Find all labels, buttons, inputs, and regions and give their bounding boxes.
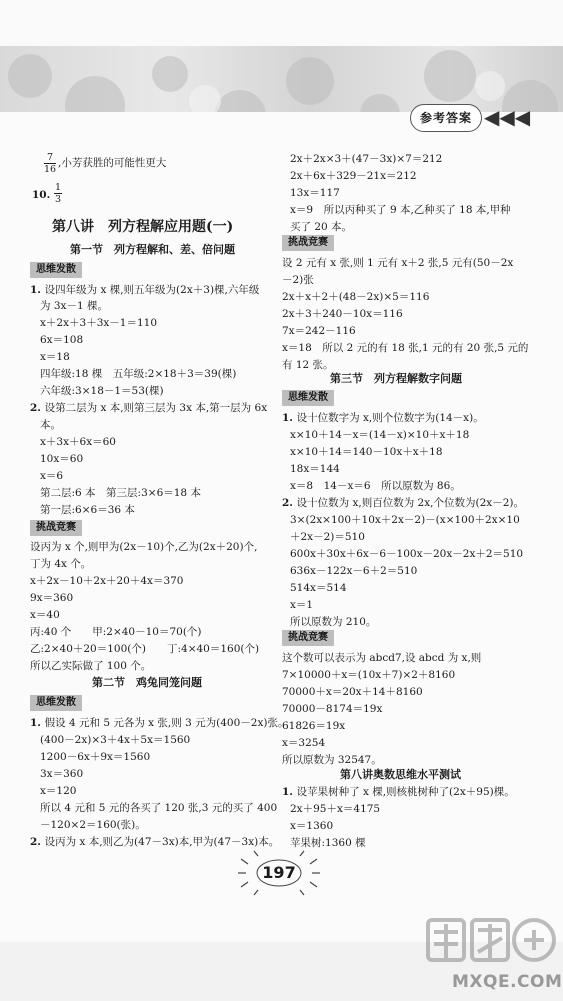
answer-text: 设第二层为 x 本,则第三层为 3x 本,第一层为 6x xyxy=(44,402,268,414)
answer-line: 1200－6x＋9x＝1560 xyxy=(40,751,151,763)
answer-line xyxy=(282,785,515,799)
answer-line: 设丙为 x 个,则甲为(2x－10)个,乙为(2x＋20)个, xyxy=(30,541,258,553)
answer-line: 6x＝108 xyxy=(40,334,84,346)
answer-line: 3×(2x×100＋10x＋2x－2)－(x×100＋2x×10 xyxy=(290,514,520,526)
answer-line: 7x＝242－116 xyxy=(282,325,356,337)
answer-line: x＝1360 xyxy=(290,820,334,832)
answer-line: 18x＝144 xyxy=(290,463,340,475)
watermark-domain: MXQE.COM xyxy=(452,972,563,992)
answer-line: ＋2x－2)＝510 xyxy=(290,531,365,543)
question-number: 1. xyxy=(30,717,45,729)
answer-line: 所以原数为 210。 xyxy=(290,616,377,628)
answer-line: x＝6 xyxy=(40,470,64,482)
answer-line: 这个数可以表示为 abcd7,设 abcd 为 x,则 xyxy=(282,652,482,664)
answer-line: －120×2＝160(张)。 xyxy=(40,819,146,831)
answer-line xyxy=(30,283,259,297)
chevron-left-icon: ◀◀◀ xyxy=(484,105,531,129)
answer-line xyxy=(282,411,484,425)
answer-line: 514x＝514 xyxy=(290,582,347,594)
fraction-denominator: 3 xyxy=(55,194,62,205)
answer-line: x＋2x－10＋2x＋20＋4x＝370 xyxy=(30,575,184,587)
answer-line: (400－2x)×3＋4x＋5x＝1560 xyxy=(40,734,191,746)
answer-line: x×10＋14＝140－10x＋x＋18 xyxy=(290,446,443,458)
answer-line: 有 12 张。 xyxy=(282,359,334,371)
answer-line: 四年级:18 棵 五年级:2×18＋3＝39(棵) xyxy=(40,368,237,380)
answer-line: x＋2x＋3＋3x－1＝110 xyxy=(40,317,158,329)
fraction xyxy=(44,152,56,175)
page-number: 197 xyxy=(262,863,296,882)
section-tag: 挑战竞赛 xyxy=(282,235,334,251)
fraction-numerator: 7 xyxy=(44,152,56,164)
answer-line: 2x＋x＋2＋(48－2x)×5＝116 xyxy=(282,291,430,303)
fraction-numerator: 1 xyxy=(55,182,62,193)
answer-line: 9x＝360 xyxy=(30,592,74,604)
answer-line: 61826＝19x xyxy=(282,720,346,732)
answer-line: 设 2 元有 x 张,则 1 元有 x＋2 张,5 元有(50－2x xyxy=(282,257,514,269)
section-title: 第八讲奥数思维水平测试 xyxy=(340,768,461,781)
answer-line: 苹果树:1360 棵 xyxy=(290,837,366,849)
answer-text: 设十位数字为 x,则个位数字为(14－x)。 xyxy=(296,412,484,424)
answer-line: x＝120 xyxy=(40,785,77,797)
answer-line: 70000＋x＝20x＋14＋8160 xyxy=(282,686,423,698)
answer-key-badge: 参考答案 xyxy=(410,104,482,132)
answer-line: 乙:2×40＋20＝100(个) 丁:4×40＝160(个) xyxy=(30,643,260,655)
answer-line: 丙:40 个 甲:2×40－10＝70(个) xyxy=(30,626,202,638)
answer-line: 2x＋2x×3＋(47－3x)×7＝212 xyxy=(290,153,443,165)
answer-line xyxy=(30,401,267,415)
answer-line: 13x＝117 xyxy=(290,187,340,199)
answer-line: x×10＋14－x＝(14－x)×10＋x＋18 xyxy=(290,429,470,441)
answer-text: 设苹果树种了 x 棵,则核桃树种了(2x＋95)棵。 xyxy=(296,786,515,798)
answer-line: 第二层:6 本 第三层:3×6＝18 本 xyxy=(40,487,201,499)
question-number: 1. xyxy=(30,284,45,296)
fraction-denominator: 16 xyxy=(44,164,57,175)
answer-line: 所以乙实际做了 100 个。 xyxy=(30,660,152,672)
section-tag: 思维发散 xyxy=(282,390,334,406)
answer-line xyxy=(282,496,524,510)
answer-line: 600x＋30x＋6x－6－100x－20x－2x＋2＝510 xyxy=(290,548,524,560)
answer-line: 2x＋95＋x＝4175 xyxy=(290,803,381,815)
question-number: 10. xyxy=(32,189,51,201)
answer-line: －2)张 xyxy=(282,274,314,286)
answer-line: x＝18 所以 2 元的有 18 张,1 元的有 20 张,5 元的 xyxy=(282,342,529,354)
answer-line: 636x－122x－6＋2＝510 xyxy=(290,565,418,577)
question-number: 2. xyxy=(282,497,297,509)
answer-text: 假设 4 元和 5 元各为 x 张,则 3 元为(400－2x)张。 xyxy=(44,717,289,729)
answer-line: 3x＝360 xyxy=(40,768,84,780)
section-title: 第二节 鸡兔同笼问题 xyxy=(92,676,202,689)
section-tag: 挑战竞赛 xyxy=(30,520,82,536)
fraction xyxy=(54,182,62,205)
answer-line: 为 3x－1 棵。 xyxy=(40,300,108,312)
answer-line: x＝1 xyxy=(290,599,314,611)
section-tag: 思维发散 xyxy=(30,262,82,278)
section-tag: 思维发散 xyxy=(30,695,82,711)
answer-line: x＝18 xyxy=(40,351,70,363)
question-number: 2. xyxy=(30,402,45,414)
question-number: 1. xyxy=(282,412,297,424)
answer-line: 第一层:6×6＝36 本 xyxy=(40,504,135,516)
lecture-title: 第八讲 列方程解应用题(一) xyxy=(52,219,234,235)
answer-line: 丁为 4x 个。 xyxy=(30,558,92,570)
answer-line: 买了 20 本。 xyxy=(290,221,353,233)
answer-line: 2x＋6x＋329－21x＝212 xyxy=(290,170,417,182)
section-title: 第三节 列方程解数字问题 xyxy=(330,372,462,385)
answer-line: 本。 xyxy=(40,419,61,431)
answer-text: 设四年级为 x 棵,则五年级为(2x＋3)棵,六年级 xyxy=(44,284,260,296)
answer-line xyxy=(30,835,279,849)
section-tag: 挑战竞赛 xyxy=(282,630,334,646)
answer-line xyxy=(30,716,288,730)
answer-line: x＝40 xyxy=(30,609,60,621)
answer-line: 所以 4 元和 5 元的各买了 120 张,3 元的买了 400 xyxy=(40,802,278,814)
answer-text: 设丙为 x 本,则乙为(47－3x)本,甲为(47－3x)本。 xyxy=(44,836,280,848)
answer-line: ,小芳获胜的可能性更大 xyxy=(58,157,167,169)
answer-line: x＝8 14－x＝6 所以原数为 86。 xyxy=(290,480,461,492)
section-title: 第一节 列方程解和、差、倍问题 xyxy=(70,243,235,256)
question-number: 1. xyxy=(282,786,297,798)
answer-text: 设十位数为 x,则百位数为 2x,个位数为(2x－2)。 xyxy=(296,497,524,509)
answer-line: x＝3254 xyxy=(282,737,326,749)
answer-line: x＝9 所以丙种买了 9 本,乙种买了 18 本,甲种 xyxy=(290,204,511,216)
answer-line: 六年级:3×18－1＝53(棵) xyxy=(40,385,164,397)
answer-line: 70000－8174＝19x xyxy=(282,703,383,715)
question-number: 2. xyxy=(30,836,45,848)
answer-line: 2x＋3＋240－10x＝116 xyxy=(282,308,403,320)
answer-line: 所以原数为 32547。 xyxy=(282,754,382,766)
top-bar xyxy=(0,0,563,46)
answer-line: 10x＝60 xyxy=(40,453,84,465)
answer-line: x＋3x＋6x＝60 xyxy=(40,436,116,448)
answer-line: 7×10000＋x＝(10x＋7)×2＋8160 xyxy=(282,669,456,681)
